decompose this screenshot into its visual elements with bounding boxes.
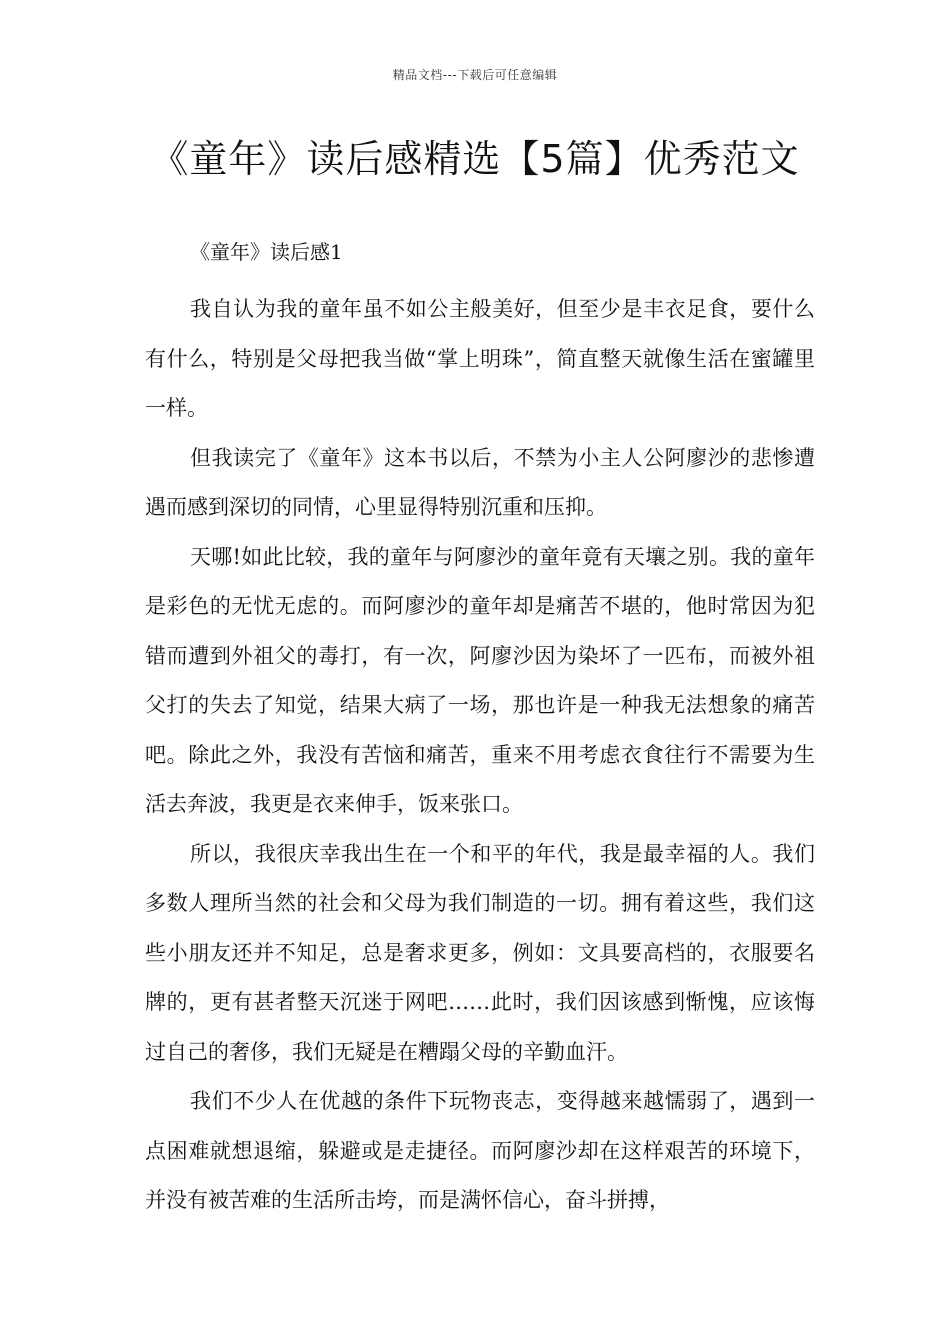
document-title: 《童年》读后感精选【5篇】优秀范文 — [150, 137, 800, 181]
paragraph: 所以，我很庆幸我出生在一个和平的年代，我是最幸福的人。我们多数人理所当然的社会和父母为我们制造的一切。拥有着这些，我们这些小朋友还并不知足，总是奢求更多，例如：文具要高档的，衣服要名牌的，更有甚者整天沉迷于网吧……此时，我们因该感到惭愧，应该悔过自己的奢侈，我们无疑是在糟蹋父母的辛勤血汗。 — [145, 841, 815, 1064]
header-note: 精品文档---下载后可任意编辑 — [392, 68, 558, 82]
paragraph: 我们不少人在优越的条件下玩物丧志，变得越来越懦弱了，遇到一点困难就想退缩，躲避或是走捷径。而阿廖沙却在这样艰苦的环境下，并没有被苦难的生活所击垮，而是满怀信心，奋斗拼搏， — [145, 1089, 815, 1212]
paragraph: 天哪!如此比较，我的童年与阿廖沙的童年竟有天壤之别。我的童年是彩色的无忧无虑的。而阿廖沙的童年却是痛苦不堪的，他时常因为犯错而遭到外祖父的毒打，有一次，阿廖沙因为染坏了一匹布，而被外祖父打的失去了知觉，结果大病了一场，那也许是一种我无法想象的痛苦吧。除此之外，我没有苦恼和痛苦，重来不用考虑衣食往行不需要为生活去奔波，我更是衣来伸手，饭来张口。 — [145, 544, 815, 816]
paragraph: 我自认为我的童年虽不如公主般美好，但至少是丰衣足食，要什么有什么，特别是父母把我当做“掌上明珠”，简直整天就像生活在蜜罐里一样。 — [145, 297, 815, 420]
body-text — [145, 285, 815, 1226]
paragraph: 但我读完了《童年》这本书以后，不禁为小主人公阿廖沙的悲惨遭遇而感到深切的同情，心里显得特别沉重和压抑。 — [145, 445, 815, 519]
section-heading: 《童年》读后感1 — [190, 240, 343, 264]
